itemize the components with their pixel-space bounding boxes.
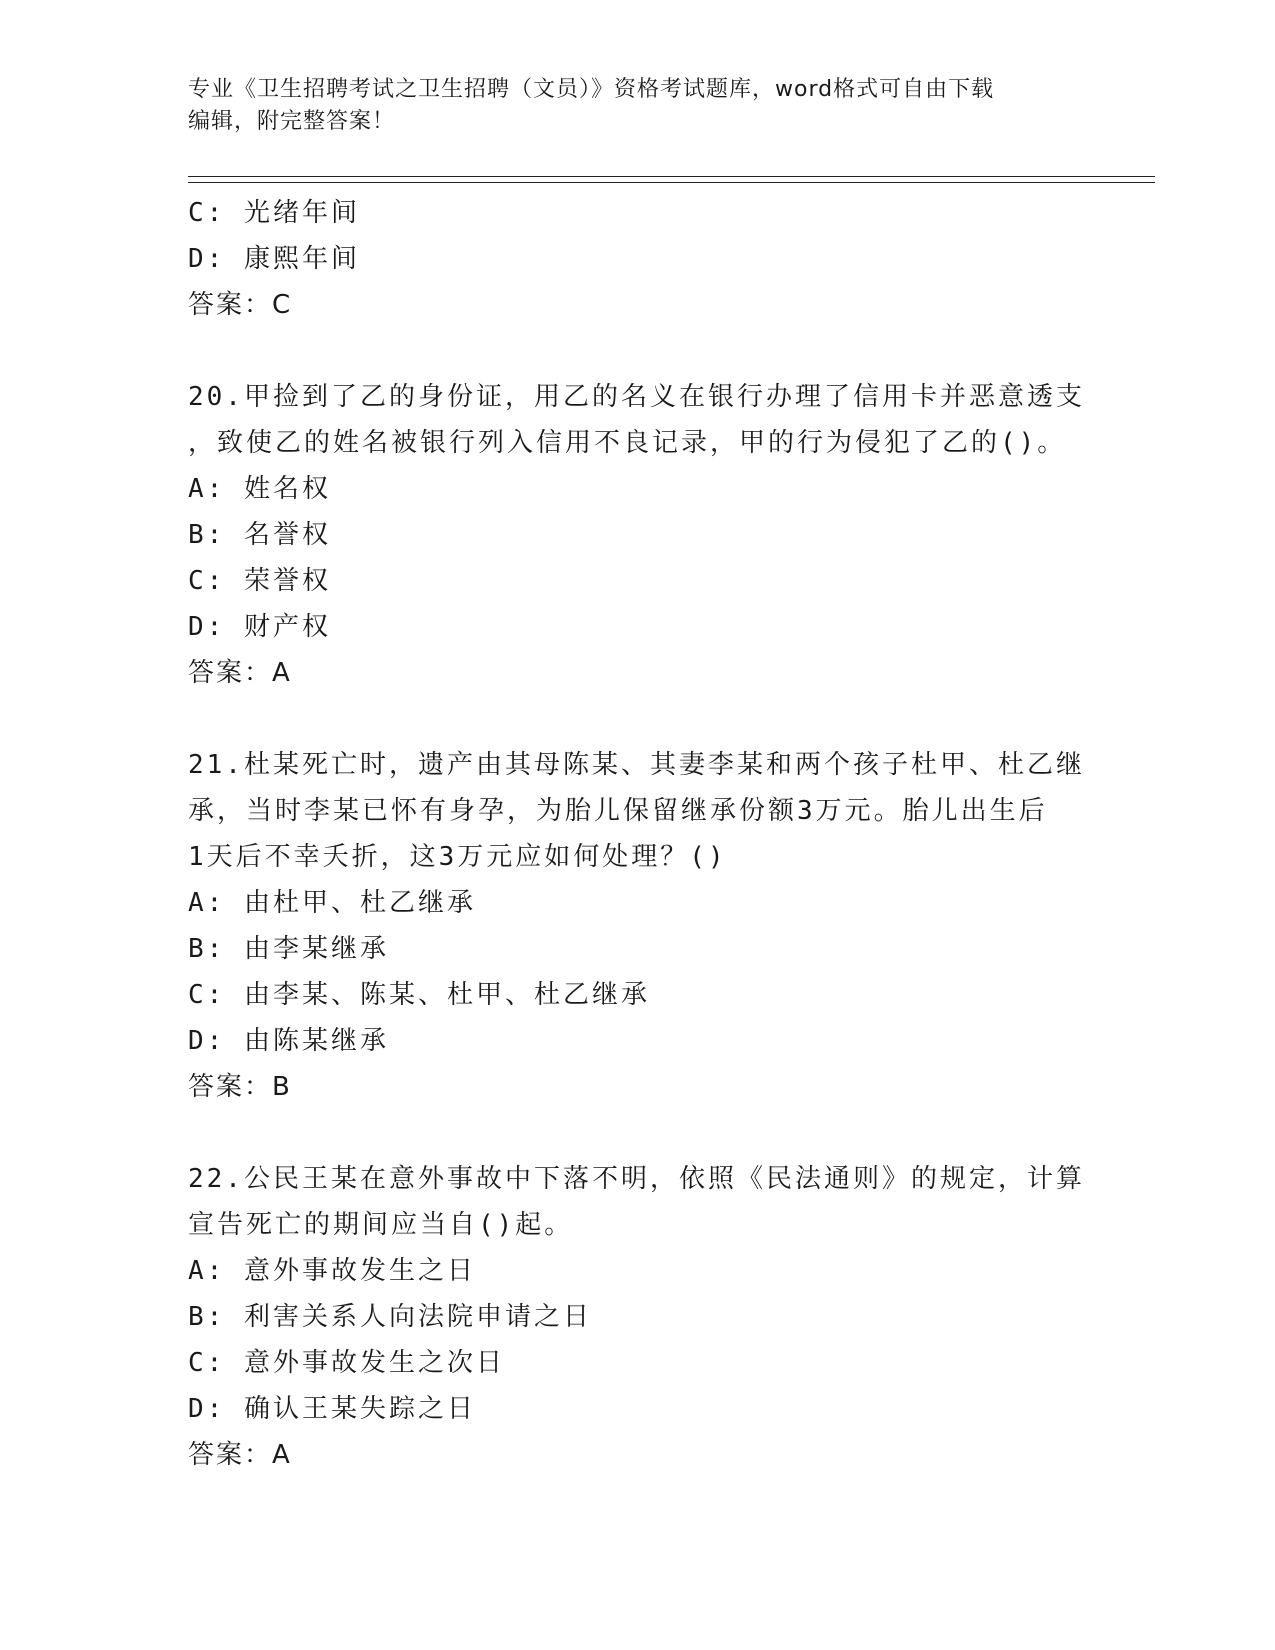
option-c: C: 荣誉权 bbox=[188, 566, 331, 596]
option-d: D: 由陈某继承 bbox=[188, 1026, 389, 1056]
option-c: C: 由李某、陈某、杜甲、杜乙继承 bbox=[188, 980, 650, 1010]
document-header bbox=[188, 74, 1088, 138]
header-line-2: 编辑，附完整答案！ bbox=[188, 109, 396, 134]
answer: 答案：C bbox=[188, 290, 293, 320]
question-stem-line: 承，当时李某已怀有身孕，为胎儿保留继承份额3万元。胎儿出生后 bbox=[188, 796, 1048, 826]
option-a: A: 由杜甲、杜乙继承 bbox=[188, 888, 476, 918]
answer: 答案：A bbox=[188, 658, 292, 688]
option-b: B: 利害关系人向法院申请之日 bbox=[188, 1302, 592, 1332]
option-a: A: 意外事故发生之日 bbox=[188, 1256, 476, 1286]
question-stem-line: ，致使乙的姓名被银行列入信用不良记录，甲的行为侵犯了乙的()。 bbox=[188, 428, 1067, 458]
option-a: A: 姓名权 bbox=[188, 474, 331, 504]
option-b: B: 由李某继承 bbox=[188, 934, 389, 964]
answer: 答案：B bbox=[188, 1072, 292, 1102]
option-c: C: 意外事故发生之次日 bbox=[188, 1348, 505, 1378]
question-stem-line: 21.杜某死亡时，遗产由其母陈某、其妻李某和两个孩子杜甲、杜乙继 bbox=[188, 750, 1085, 780]
question-list bbox=[188, 190, 1088, 1478]
option-d: D: 确认王某失踪之日 bbox=[188, 1394, 476, 1424]
header-line-1: 专业《卫生招聘考试之卫生招聘（文员）》资格考试题库，word格式可自由下载 bbox=[188, 77, 995, 102]
option-d: D: 康熙年间 bbox=[188, 244, 360, 274]
answer: 答案：A bbox=[188, 1440, 292, 1470]
question-20 bbox=[188, 374, 1088, 696]
question-stem-line: 宣告死亡的期间应当自()起。 bbox=[188, 1210, 574, 1240]
header-divider-bottom bbox=[188, 182, 1155, 183]
option-c: C: 光绪年间 bbox=[188, 198, 360, 228]
question-stem-line: 20.甲捡到了乙的身份证，用乙的名义在银行办理了信用卡并恶意透支 bbox=[188, 382, 1085, 412]
question-stem-line: 1天后不幸夭折，这3万元应如何处理？() bbox=[188, 842, 727, 872]
question-19 bbox=[188, 190, 1088, 328]
option-d: D: 财产权 bbox=[188, 612, 331, 642]
option-b: B: 名誉权 bbox=[188, 520, 331, 550]
question-stem-line: 22.公民王某在意外事故中下落不明，依照《民法通则》的规定，计算 bbox=[188, 1164, 1085, 1194]
question-22 bbox=[188, 1156, 1088, 1478]
question-21 bbox=[188, 742, 1088, 1110]
header-divider-top bbox=[188, 176, 1155, 177]
